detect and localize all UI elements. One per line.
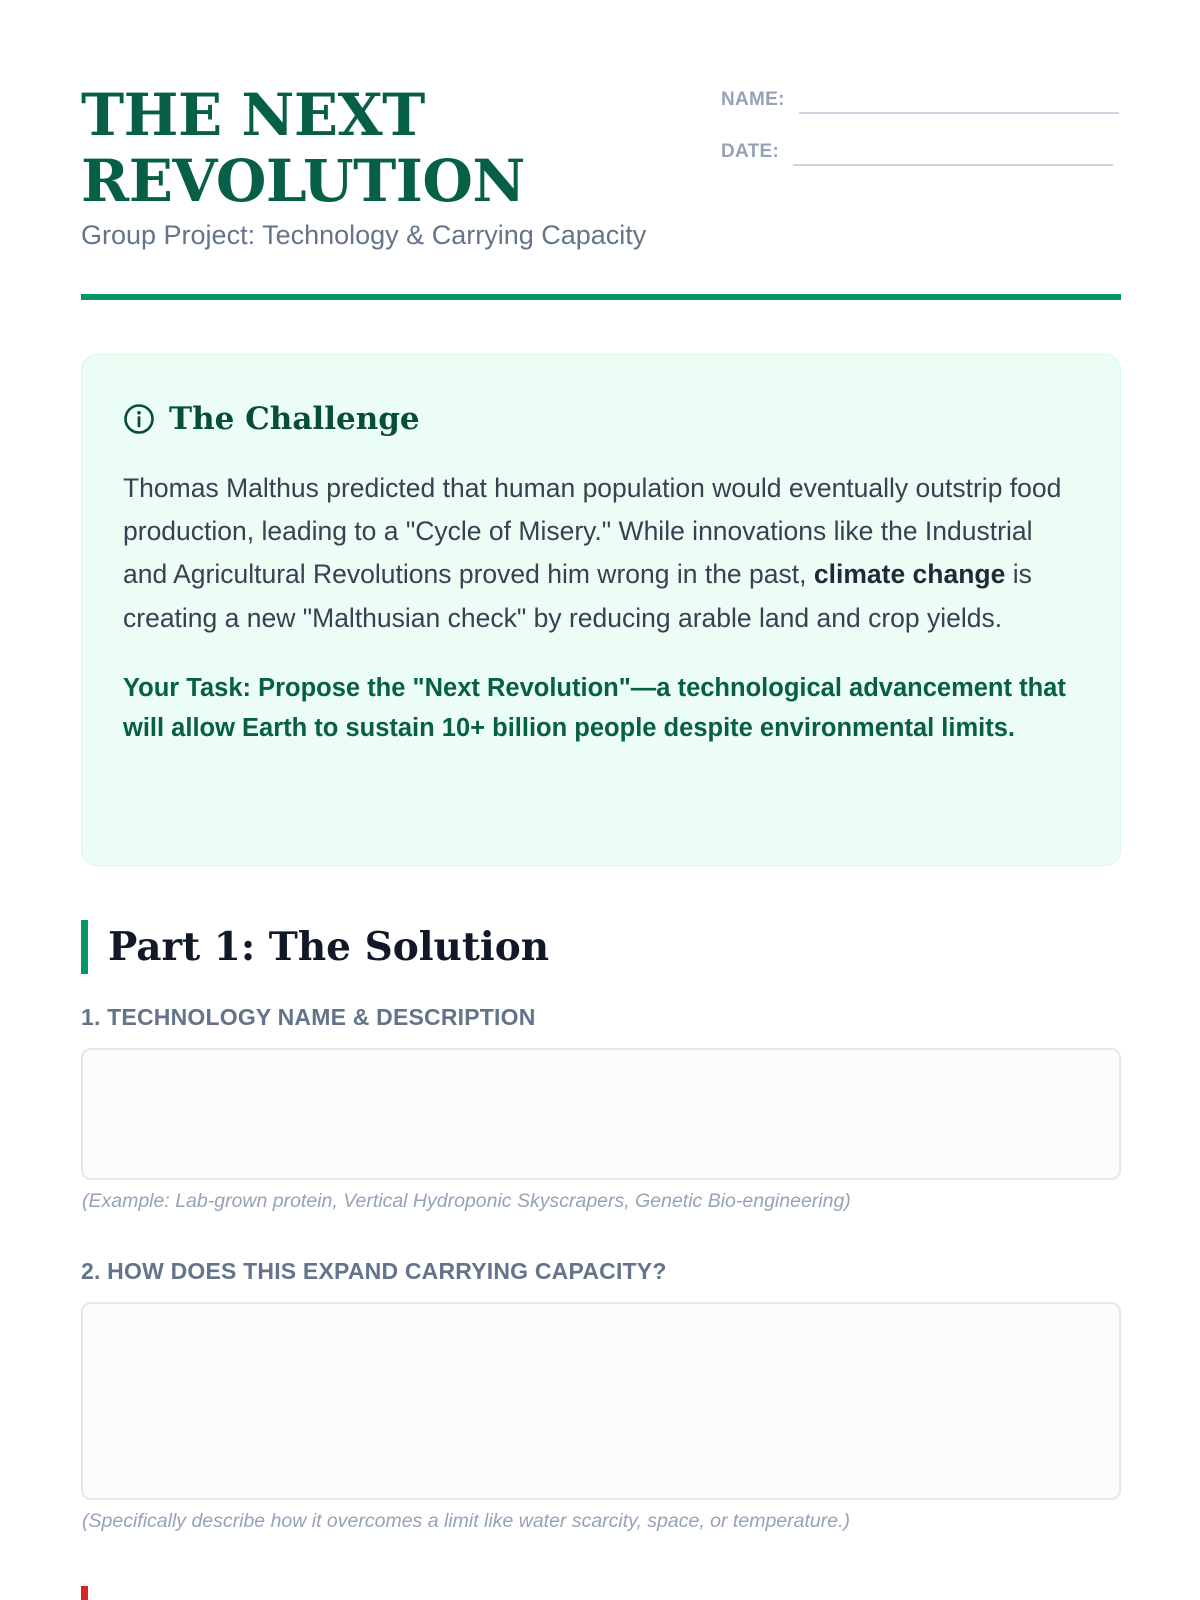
name-label: NAME: — [721, 89, 785, 110]
challenge-description — [123, 467, 1080, 640]
question-1-hint: (Example: Lab-grown protein, Vertical Hydroponic Skyscrapers, Genetic Bio-engineering) — [82, 1190, 851, 1212]
question-1-answer[interactable] — [81, 1048, 1121, 1180]
question-2-label: 2. HOW DOES THIS EXPAND CARRYING CAPACITY? — [81, 1258, 667, 1284]
challenge-text-end: is creating a new "Malthusian check" by reducing arable land and crop yields. — [123, 559, 1032, 633]
challenge-title: The Challenge — [169, 401, 420, 437]
date-label: DATE: — [721, 141, 780, 162]
challenge-box — [81, 354, 1121, 866]
question-1-label: 1. TECHNOLOGY NAME & DESCRIPTION — [81, 1004, 536, 1030]
next-section-heading — [81, 1586, 108, 1600]
question-2-answer[interactable] — [81, 1302, 1121, 1500]
page-title — [81, 82, 701, 214]
part1-title: Part 1: The Solution — [108, 924, 550, 970]
challenge-heading — [123, 395, 1080, 443]
question-2-hint: (Specifically describe how it overcomes a limit like water scarcity, space, or temperature.) — [82, 1510, 850, 1532]
title-line-2: REVOLUTION — [81, 147, 525, 215]
section-accent-bar — [81, 920, 88, 974]
page-subtitle: Group Project: Technology & Carrying Capacity — [81, 220, 647, 250]
date-field — [721, 140, 1113, 164]
challenge-text-start: Thomas Malthus predicted that human population would eventually outstrip food production, leading to a "Cycle of Misery." While innovations like the Industrial and Agricultural Revolutions proved him wrong in the past, — [123, 473, 1062, 590]
name-field — [721, 88, 1119, 112]
part1-heading — [81, 920, 549, 974]
task-statement: Your Task: Propose the "Next Revolution"—a technological advancement that will allow Earth to sustain 10+ billion people despite environmental limits. — [123, 673, 1066, 742]
page-header — [81, 82, 1121, 252]
next-section-accent-bar — [81, 1586, 88, 1600]
challenge-keyword: climate change — [813, 559, 1006, 590]
header-divider — [81, 294, 1121, 300]
date-line[interactable] — [793, 164, 1113, 166]
info-icon — [123, 403, 155, 435]
title-line-1: THE NEXT — [81, 81, 425, 149]
name-line[interactable] — [799, 112, 1119, 114]
